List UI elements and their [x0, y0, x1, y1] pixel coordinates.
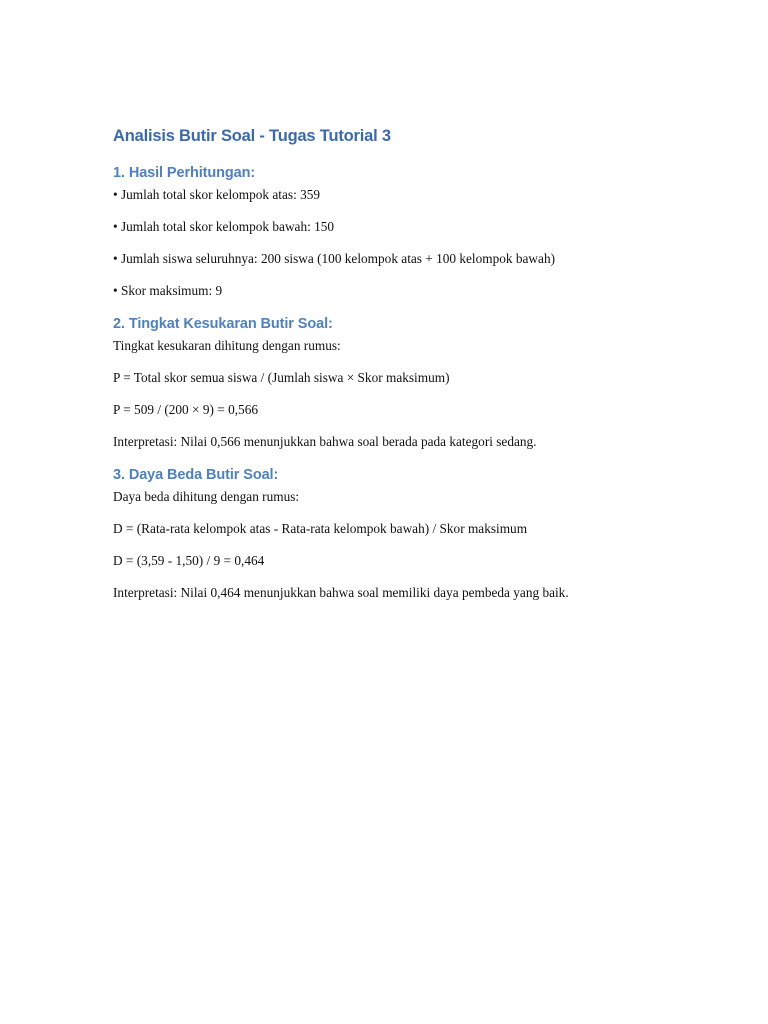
- paragraph-interpretasi-d: Interpretasi: Nilai 0,464 menunjukkan bahwa soal memiliki daya pembeda yang baik.: [113, 585, 569, 600]
- bullet-skor-maksimum: • Skor maksimum: 9: [113, 283, 223, 298]
- paragraph-rumus-intro-p: Tingkat kesukaran dihitung dengan rumus:: [113, 338, 341, 353]
- section-heading-hasil-perhitungan: 1. Hasil Perhitungan:: [113, 165, 256, 181]
- paragraph-rumus-intro-d: Daya beda dihitung dengan rumus:: [113, 489, 300, 504]
- document-title: Analisis Butir Soal - Tugas Tutorial 3: [113, 127, 391, 145]
- paragraph-hasil-d: D = (3,59 - 1,50) / 9 = 0,464: [113, 553, 265, 568]
- paragraph-interpretasi-p: Interpretasi: Nilai 0,566 menunjukkan bahwa soal berada pada kategori sedang.: [113, 434, 537, 449]
- bullet-skor-kelompok-atas: • Jumlah total skor kelompok atas: 359: [113, 187, 321, 202]
- paragraph-rumus-d: D = (Rata-rata kelompok atas - Rata-rata kelompok bawah) / Skor maksimum: [113, 521, 528, 536]
- section-heading-daya-beda: 3. Daya Beda Butir Soal:: [113, 467, 279, 483]
- document-body: [113, 124, 713, 602]
- bullet-jumlah-siswa: • Jumlah siswa seluruhnya: 200 siswa (100 kelompok atas + 100 kelompok bawah): [113, 251, 556, 266]
- bullet-skor-kelompok-bawah: • Jumlah total skor kelompok bawah: 150: [113, 219, 335, 234]
- section-heading-tingkat-kesukaran: 2. Tingkat Kesukaran Butir Soal:: [113, 316, 333, 332]
- paragraph-hasil-p: P = 509 / (200 × 9) = 0,566: [113, 402, 258, 417]
- paragraph-rumus-p: P = Total skor semua siswa / (Jumlah siswa × Skor maksimum): [113, 370, 450, 385]
